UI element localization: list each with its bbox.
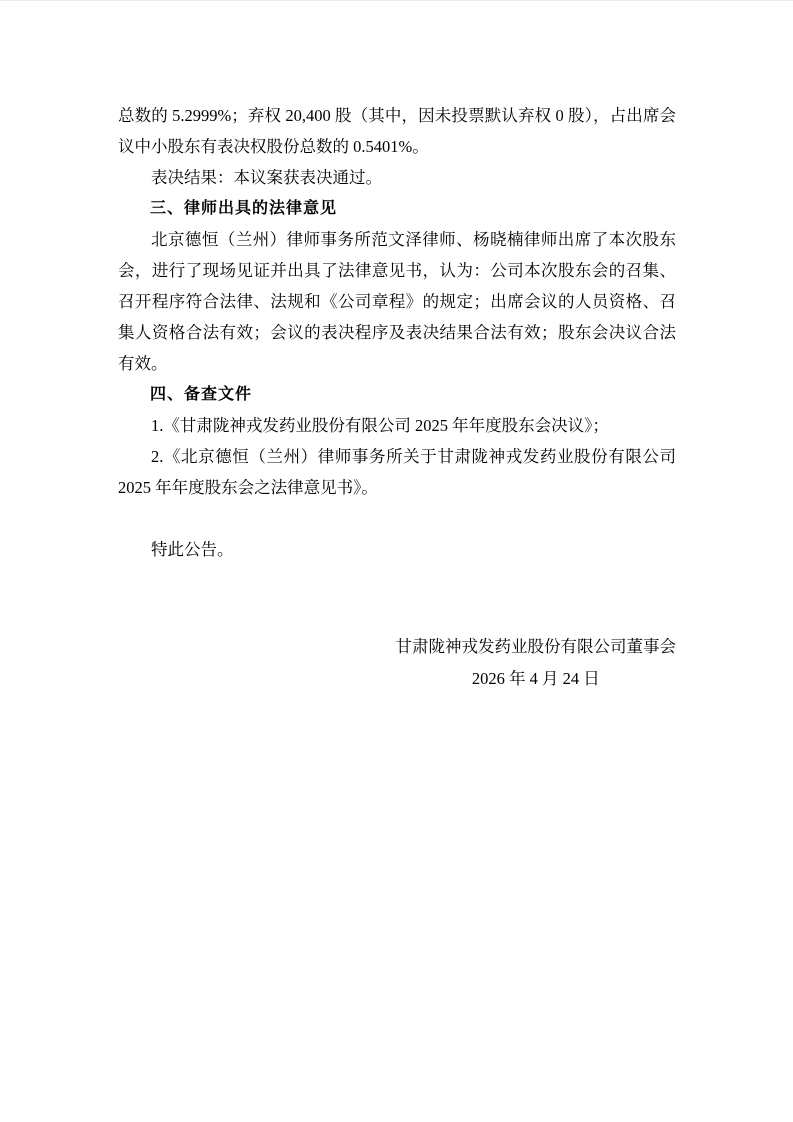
vote-result-continuation-paragraph: 总数的 5.2999%；弃权 20,400 股（其中，因未投票默认弃权 0 股），占出席会议中小股东有表决权股份总数的 0.5401%。 bbox=[118, 106, 676, 156]
signature-date: 2026 年 4 月 24 日 bbox=[471, 669, 600, 688]
signature-company-name: 甘肃陇神戎发药业股份有限公司董事会 bbox=[395, 637, 676, 656]
vote-outcome-paragraph: 表决结果：本议案获表决通过。 bbox=[151, 168, 382, 187]
section-three-heading: 三、律师出具的法律意见 bbox=[150, 200, 338, 217]
legal-opinion-paragraph: 北京德恒（兰州）律师事务所范文泽律师、杨晓楠律师出席了本次股东会，进行了现场见证并出具了法律意见书，认为：公司本次股东会的召集、召开程序符合法律、法规和《公司章程》的规定；出席会议的人员资格、召集人资格合法有效；会议的表决程序及表决结果合法有效；股东会决议合法有效。 bbox=[118, 230, 676, 373]
closing-statement: 特此公告。 bbox=[151, 540, 234, 559]
section-four-heading: 四、备查文件 bbox=[150, 386, 253, 403]
reference-document-2: 2.《北京德恒（兰州）律师事务所关于甘肃陇神戎发药业股份有限公司 2025 年年度股东会之法律意见书》。 bbox=[118, 447, 676, 497]
reference-document-1: 1.《甘肃陇神戎发药业股份有限公司 2025 年年度股东会决议》； bbox=[151, 416, 609, 435]
signature-block bbox=[396, 631, 677, 695]
document-body bbox=[118, 100, 676, 695]
